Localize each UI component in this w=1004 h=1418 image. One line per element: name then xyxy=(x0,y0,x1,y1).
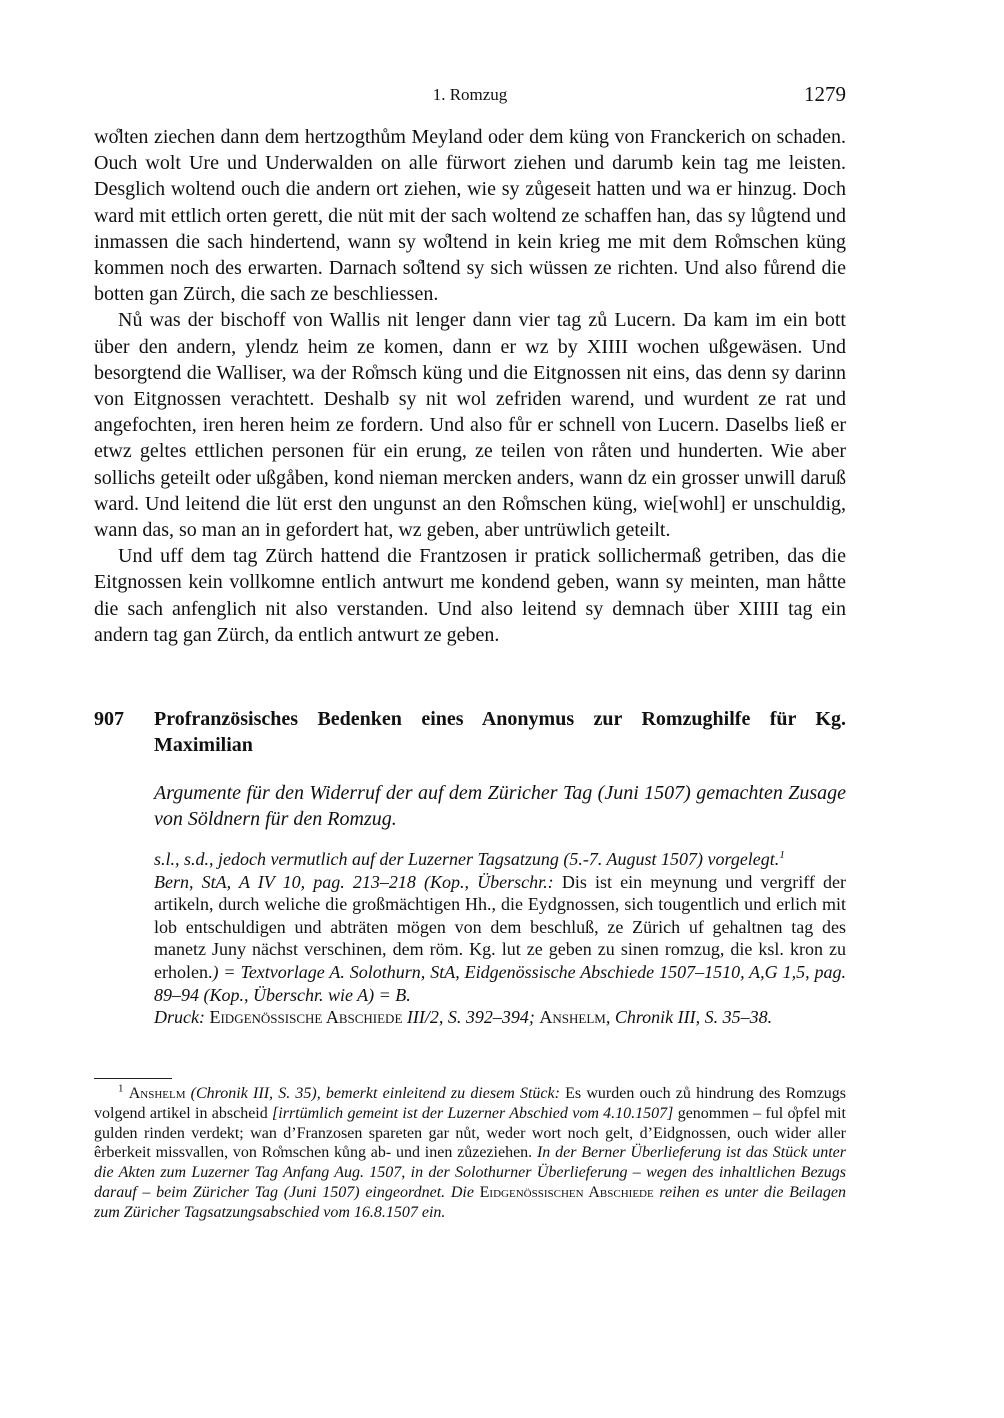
print-author: Anshelm xyxy=(539,1007,606,1028)
running-title: 1. Romzug xyxy=(432,85,508,104)
body-paragraph: Nů was der bischoff von Wallis nit lenger dann vier tag zů Lucern. Da kam im ein bott über den andern, ylendz heim ze komen, dann er wz by XIIII wochen ußgewäsen. Und besorgtend die Walliser, wa der Ro̊msch küng und die Eitgnossen nit eins, das denn sy darinn von Eitgnossen verachtett. Deshalb sy nit wol zefriden warend, und wurdent ze rat und angefochten, iren heren heim ze fordern. Und also fůr er schnell von Lucern. Daselbs ließ er etwz geltes ettlichen personen für ein erung, ze teilen von råten und hunderten. Wie aber sollichs geteilt oder ußgåben, kond nieman mercken anders, wann dz ein grosser unwill daruß ward. Und leitend die lüt erst den ungunst an den Ro̊mschen küng, wie[wohl] er unschuldig, wann das, so man an in gefordert hat, wz geben, aber untrüwlich geteilt. xyxy=(94,309,846,542)
heading-quote: Dis ist ein meynung und vergriff der artikeln, durch weliche die großmächtigen Hh., die Eydgnossen, sich tougentlich und erlich mit lob entschuldigen und abträten mögen von dem beschluß, ze Zürich uf gehaltnen tag des manetz Juny nächst verschinen, dem röm. Kg. lut ze geben zu sinen romzug, die ksl. kron zu erholen. xyxy=(154,871,846,982)
archive-a: Bern, StA, A IV 10, pag. 213–218 (Kop., Überschr.: xyxy=(154,871,554,892)
print-ref: III/2, S. 392–394; xyxy=(402,1007,535,1028)
print-line xyxy=(154,1006,846,1029)
source-archive-text xyxy=(154,871,846,1007)
footnote-quote: Es wurden ouch zů hindrung des Romzugs volgend artikel in abscheid xyxy=(94,1085,847,1122)
print-label: Druck: xyxy=(154,1007,205,1028)
page-number: 1279 xyxy=(804,82,846,106)
footnote-number: 1 xyxy=(118,1082,124,1095)
source-dating: s.l., s.d., jedoch vermutlich auf der Luzerner Tagsatzung (5.-7. August 1507) vorgelegt. xyxy=(154,849,780,869)
body-text xyxy=(94,124,846,648)
archive-b: ) = Textvorlage A. Solothurn, StA, Eidgenössische Abschiede 1507–1510, A,G 1,5, pag. 89–94 (Kop., Überschr. wie A) = B. xyxy=(154,961,846,1005)
footnote-divider xyxy=(94,1078,172,1079)
footnote-reference: 1 xyxy=(779,849,785,861)
document-number: 907 xyxy=(94,708,124,730)
footnote-part: (Chronik III, S. 35), bemerkt einleitend zu diesem Stück: xyxy=(185,1085,560,1102)
print-ref: , Chronik III, S. 35–38. xyxy=(605,1007,773,1028)
print-work: Eidgenössische Abschiede xyxy=(209,1007,403,1028)
footnote xyxy=(94,1084,846,1223)
source-dating-line xyxy=(154,848,846,871)
body-paragraph: Und uff dem tag Zürch hattend die Frantzosen ir pratick sollichermaß getriben, das die Eitgnossen kein vollkomne entlich antwurt me kondend geben, wann sy meinten, man håtte die sach anfenglich nit also verstanden. Und also leitend sy demnach über XIIII tag ein andern tag gan Zürch, da entlich antwurt ze geben. xyxy=(94,545,846,646)
footnote-part: In der Berner Überlieferung ist das Stück unter die Akten zum Luzerner Tag Anfang Aug. 1507, in der Solothurner Überlieferung – wegen des inhaltlichen Bezugs darauf – beim Züricher Tag (Juni 1507) eingeordnet. Die xyxy=(94,1144,846,1201)
footnote-quote: genommen – ful o̊pfel mit gulden rinden verdekt; wan d’Franzosen spareten gar nůt, weder wort noch gelt, d’Eidgnossen, ouch wider aller êrberkeit missvallen, von Ro̊mschen kůng ab- und inen zůzeziehen. xyxy=(94,1104,846,1162)
running-head xyxy=(94,82,846,108)
footnote-text xyxy=(94,1084,846,1223)
document-regest: Argumente für den Widerruf der auf dem Züricher Tag (Juni 1507) gemachten Zusage von Söldnern für den Romzug. xyxy=(154,782,846,830)
document-title: Profranzösisches Bedenken eines Anonymus zur Romzughilfe für Kg. Maximilian xyxy=(154,708,846,756)
body-paragraph: wo̊lten ziechen dann dem hertzogthům Meyland oder dem küng von Franckerich on schaden. Ouch wolt Ure und Underwalden on alle fürwort ziehen und darumb kein tag me leisten. Desglich woltend ouch die andern ort ziehen, wie sy zůgeseit hatten und wa er hinzug. Doch ward mit ettlich orten gerett, die nüt mit der sach woltend ze schaffen han, das sy lůgtend und inmassen die sach hindertend, wann sy wo̊ltend in kein krieg me mit dem Ro̊mschen küng kommen noch des erwarten. Darnach so̊ltend sy sich wüssen ze richten. Und also fůrend die botten gan Zürch, die sach ze beschliessen. xyxy=(94,126,846,306)
footnote-author: Anshelm xyxy=(128,1085,186,1102)
footnote-part: [irrtümlich gemeint ist der Luzerner Abschied vom 4.10.1507] xyxy=(272,1104,674,1122)
footnote-part: reihen es unter die Beilagen zum Züricher Tagsatzungsabschied vom 16.8.1507 ein. xyxy=(94,1183,847,1221)
footnote-work: Eidgenössischen Abschiede xyxy=(479,1183,654,1201)
source-apparatus xyxy=(154,848,846,1029)
